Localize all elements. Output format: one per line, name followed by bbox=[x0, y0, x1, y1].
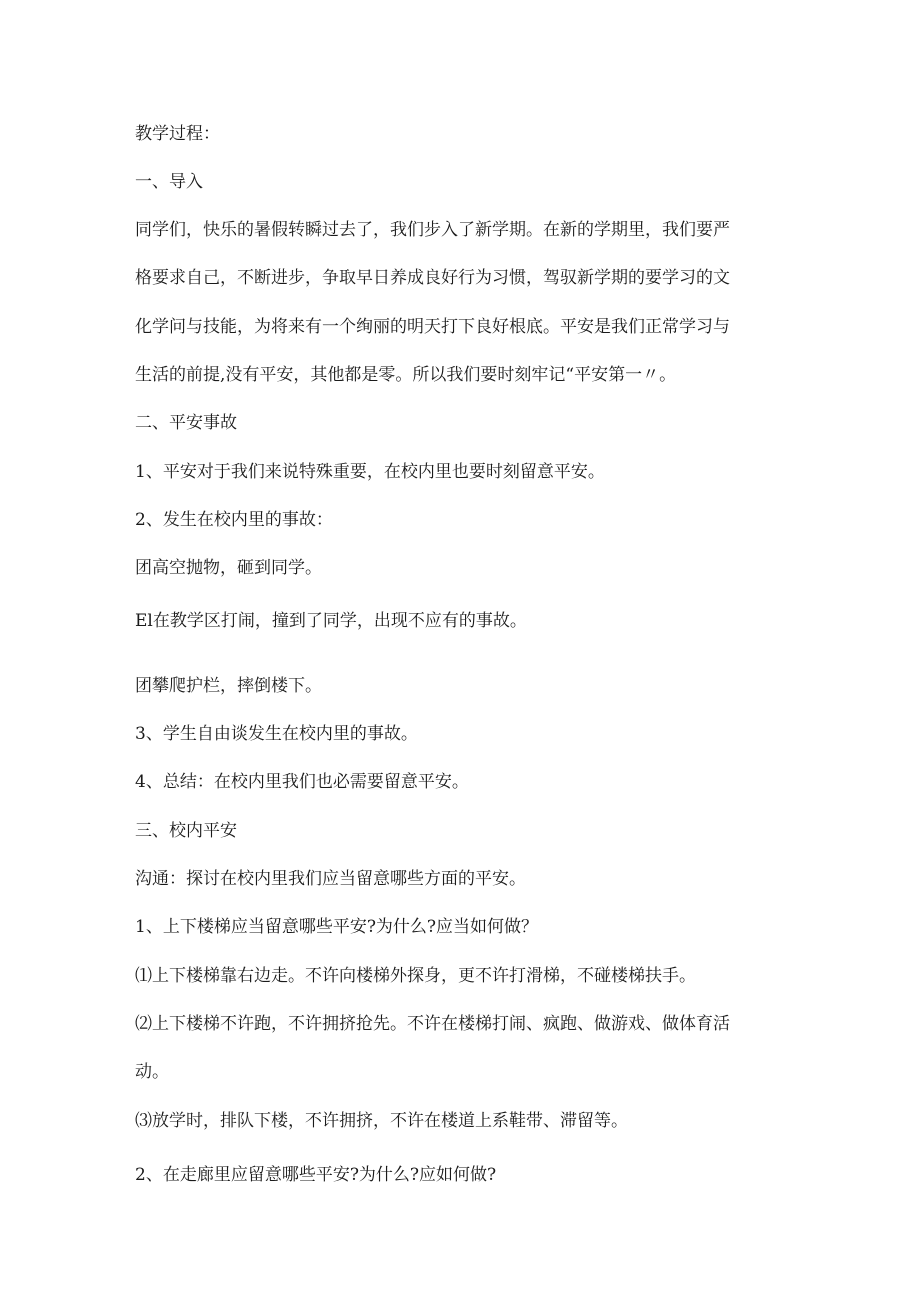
list-item: 团攀爬护栏，摔倒楼下。 bbox=[135, 676, 322, 696]
list-item: El在教学区打闹，撞到了同学，出现不应有的事故。 bbox=[135, 611, 527, 631]
paragraph-line: 格要求自己，不断进步，争取早日养成良好行为习惯，驾驭新学期的要学习的文 bbox=[135, 268, 730, 288]
section-heading-campus-safety: 三、校内平安 bbox=[135, 821, 237, 841]
list-item: 2、发生在校内里的事故： bbox=[135, 510, 333, 530]
list-item: ⑶放学时，排队下楼，不许拥挤，不许在楼道上系鞋带、滞留等。 bbox=[135, 1111, 628, 1131]
list-item: 3、学生自由谈发生在校内里的事故。 bbox=[135, 724, 418, 744]
list-item: 动。 bbox=[135, 1062, 169, 1082]
list-item: ⑵上下楼梯不许跑，不许拥挤抢先。不许在楼梯打闹、疯跑、做游戏、做体育活 bbox=[135, 1014, 730, 1034]
section-heading-teaching-process: 教学过程： bbox=[135, 124, 220, 144]
section-heading-introduction: 一、导入 bbox=[135, 172, 203, 192]
list-item: 4、总结：在校内里我们也必需要留意平安。 bbox=[135, 772, 469, 792]
list-item: 2、在走廊里应留意哪些平安?为什么?应如何做? bbox=[135, 1165, 497, 1185]
list-item: 1、上下楼梯应当留意哪些平安?为什么?应当如何做？ bbox=[135, 917, 539, 937]
list-item: 团高空抛物，砸到同学。 bbox=[135, 558, 322, 578]
paragraph-line: 生活的前提,没有平安，其他都是零。所以我们要时刻牢记“平安第一〃。 bbox=[135, 365, 677, 385]
list-item: ⑴上下楼梯靠右边走。不许向楼梯外探身，更不许打滑梯，不碰楼梯扶手。 bbox=[135, 966, 696, 986]
paragraph-line: 化学问与技能，为将来有一个绚丽的明天打下良好根底。平安是我们正常学习与 bbox=[135, 317, 730, 337]
paragraph-line: 同学们，快乐的暑假转瞬过去了，我们步入了新学期。在新的学期里，我们要严 bbox=[135, 220, 730, 240]
section-heading-safety-accidents: 二、平安事故 bbox=[135, 413, 237, 433]
paragraph-line: 沟通：探讨在校内里我们应当留意哪些方面的平安。 bbox=[135, 869, 526, 889]
list-item: 1、平安对于我们来说特殊重要，在校内里也要时刻留意平安。 bbox=[135, 462, 605, 482]
